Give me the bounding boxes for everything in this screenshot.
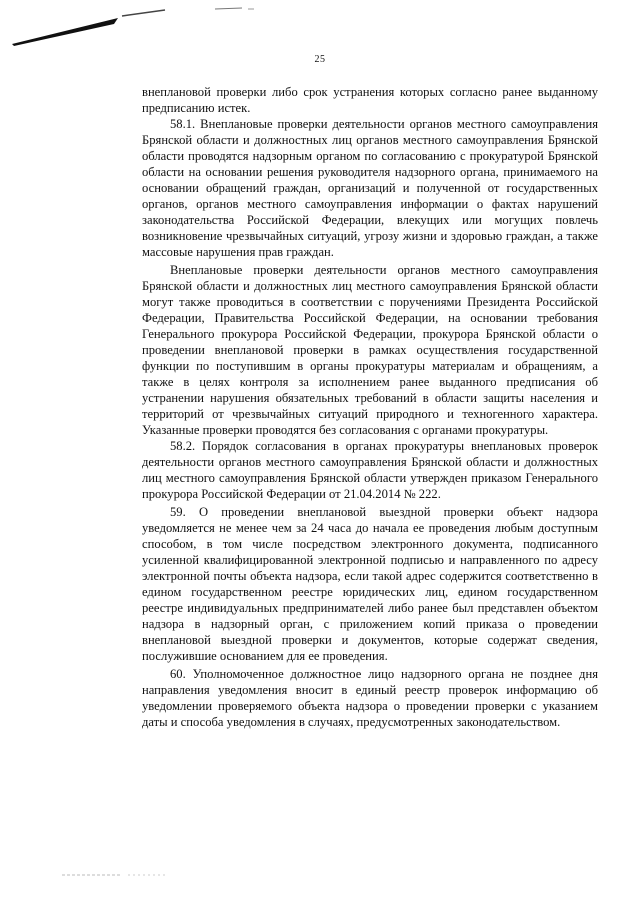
paragraph-59: 59. О проведении внеплановой выездной проверки объект надзора уведомляется не менее чем за 24 часа до начала ее проведения любым доступным способом, в том числе посредством электронного документа, подписанного усиленной квалифицированной электронной подписью и направленного по адресу электронной почты объекта надзора, если такой адрес содержится соответственно в едином государственном реестре юридических лиц, едином государственном реестре индивидуальных предпринимателей либо ранее был представлен объектом надзора в надзорный орган, с приложением копий приказа о проведении внеплановой выездной проверки и документов, которые содержат сведения, послужившие основанием для ее проведения. — [142, 505, 598, 663]
paragraph-unscheduled-inspections: Внеплановые проверки деятельности органов местного самоуправления Брянской области и должностных лиц местного самоуправления Брянской области могут также проводиться в соответствии с поручениями Президента Российской Федерации, Правительства Российской Федерации, на основании требования Генерального прокурора Российской Федерации, прокурора Брянской области о проведении внеплановой проверки в рамках осуществления государственной функции по поступившим в органы прокуратуры материалам и обращениям, а также в целях контроля за исполнением ранее выданного предписания об устранении нарушения обязательных требований в области защиты населения и территорий от чрезвычайных ситуаций природного и техногенного характера. Указанные проверки проводятся без согласования с органами прокуратуры. — [142, 263, 598, 437]
paragraph-continuation: внеплановой проверки либо срок устранения которых согласно ранее выданному предписанию истек. — [142, 85, 598, 115]
document-body — [142, 84, 598, 730]
scan-staple-mark — [10, 6, 260, 46]
paragraph-60: 60. Уполномоченное должностное лицо надзорного органа не позднее дня направления уведомления вносит в единый реестр проверок информацию об уведомлении проверяемого объекта надзора о проведении проверки с указанием даты и способа уведомления в случаях, предусмотренных законодательством. — [142, 667, 598, 729]
scan-footer-mark — [62, 872, 172, 878]
page-number: 25 — [314, 54, 326, 65]
paragraph-58-2: 58.2. Порядок согласования в органах прокуратуры внеплановых проверок деятельности органов местного самоуправления Брянской области и должностных лиц местного самоуправления Брянской области утвержден приказом Генерального прокурора Российской Федерации от 21.04.2014 № 222. — [142, 439, 598, 501]
paragraph-58-1: 58.1. Внеплановые проверки деятельности органов местного самоуправления Брянской области и должностных лиц органов местного самоуправления Брянской области проводятся надзорным органом по согласованию с прокуратурой Брянской области на основании решения руководителя надзорного органа, принимаемого на основании обращений граждан, организаций и полученной от государственных органов, органов местного самоуправления информации о фактах нарушений законодательства Российской Федерации, влекущих или могущих повлечь возникновение чрезвычайных ситуаций, угрозу жизни и здоровью граждан, а также массовые нарушения прав граждан. — [142, 117, 598, 259]
